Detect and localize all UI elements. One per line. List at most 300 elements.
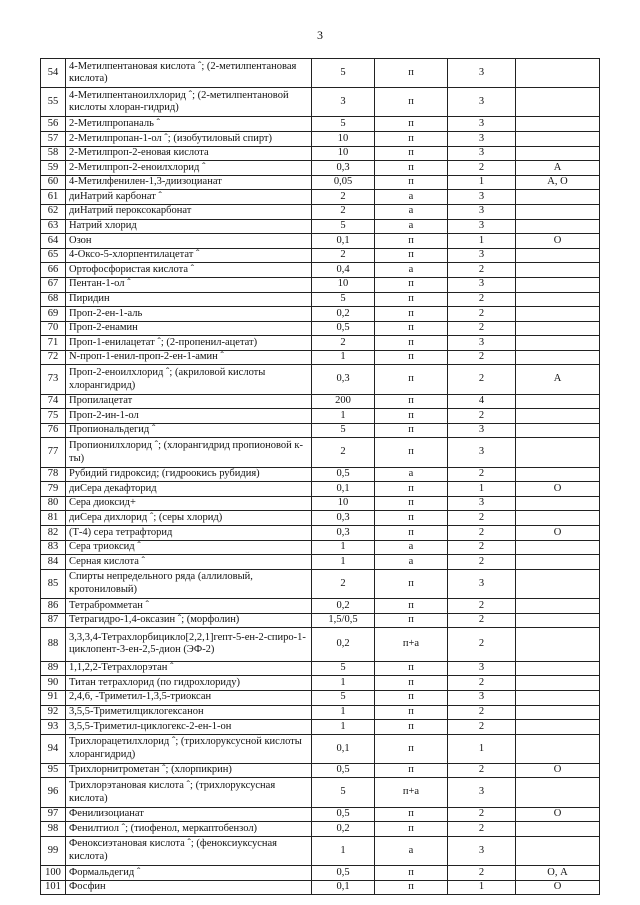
hazard-class: 3	[448, 146, 516, 161]
aggregate-state: а	[375, 540, 448, 555]
row-number: 81	[41, 511, 66, 526]
page-number: 3	[317, 28, 323, 42]
aggregate-state: п+а	[375, 628, 448, 662]
hazard-class: 1	[448, 482, 516, 497]
substance-name: Проп-2-еноилхлорид ˆ; (акриловой кислоты хлорангидрид)	[66, 365, 312, 394]
limit-value: 0,5	[312, 763, 375, 778]
limit-value: 5	[312, 219, 375, 234]
table-row	[41, 836, 600, 865]
hazard-class: 3	[448, 778, 516, 807]
substance-name: 2-Метилпропаналь ˆ	[66, 117, 312, 132]
table-row	[41, 822, 600, 837]
note	[516, 690, 600, 705]
row-number: 98	[41, 822, 66, 837]
aggregate-state: а	[375, 467, 448, 482]
hazard-class: 2	[448, 365, 516, 394]
note: О	[516, 763, 600, 778]
note	[516, 511, 600, 526]
note	[516, 628, 600, 662]
note	[516, 661, 600, 676]
note	[516, 778, 600, 807]
table-row	[41, 88, 600, 117]
hazard-class: 3	[448, 336, 516, 351]
limit-value: 5	[312, 690, 375, 705]
table-row	[41, 263, 600, 278]
row-number: 95	[41, 763, 66, 778]
table-row	[41, 880, 600, 895]
substance-name: 3,5,5-Триметил-циклогекс-2-ен-1-он	[66, 720, 312, 735]
substance-name: диНатрий пероксокарбонат	[66, 204, 312, 219]
row-number: 83	[41, 540, 66, 555]
substance-name: 2-Метилпропан-1-ол ˆ; (изобутиловый спирт)	[66, 131, 312, 146]
table-row	[41, 496, 600, 511]
limit-value: 2	[312, 336, 375, 351]
row-number: 84	[41, 555, 66, 570]
substance-name: Пиридин	[66, 292, 312, 307]
limit-value: 5	[312, 292, 375, 307]
hazard-class: 2	[448, 807, 516, 822]
table-row	[41, 778, 600, 807]
limit-value: 5	[312, 423, 375, 438]
table-row	[41, 467, 600, 482]
table-row	[41, 569, 600, 598]
limit-value: 0,4	[312, 263, 375, 278]
aggregate-state: п	[375, 880, 448, 895]
substance-name: (Т-4) сера тетрафторид	[66, 526, 312, 541]
note	[516, 307, 600, 322]
row-number: 64	[41, 234, 66, 249]
aggregate-state: п	[375, 526, 448, 541]
row-number: 66	[41, 263, 66, 278]
row-number: 69	[41, 307, 66, 322]
hazard-class: 2	[448, 822, 516, 837]
note	[516, 219, 600, 234]
aggregate-state: п	[375, 496, 448, 511]
table-row	[41, 482, 600, 497]
note	[516, 248, 600, 263]
note: О	[516, 482, 600, 497]
note	[516, 292, 600, 307]
row-number: 78	[41, 467, 66, 482]
row-number: 65	[41, 248, 66, 263]
table-row	[41, 555, 600, 570]
row-number: 86	[41, 598, 66, 613]
table-row	[41, 131, 600, 146]
note	[516, 467, 600, 482]
hazard-class: 3	[448, 836, 516, 865]
row-number: 72	[41, 350, 66, 365]
note	[516, 117, 600, 132]
limit-value: 5	[312, 59, 375, 88]
hazard-class: 2	[448, 598, 516, 613]
row-number: 60	[41, 175, 66, 190]
note	[516, 555, 600, 570]
aggregate-state: п	[375, 131, 448, 146]
aggregate-state: п	[375, 866, 448, 881]
row-number: 88	[41, 628, 66, 662]
hazard-class: 2	[448, 161, 516, 176]
table-row	[41, 394, 600, 409]
row-number: 67	[41, 277, 66, 292]
substance-name: диСера декафторид	[66, 482, 312, 497]
note	[516, 59, 600, 88]
table-row	[41, 277, 600, 292]
limit-value: 10	[312, 277, 375, 292]
hazard-class: 2	[448, 263, 516, 278]
table-row	[41, 409, 600, 424]
substance-name: Трихлорацетилхлорид ˆ; (трихлоруксусной кислоты хлорангидрид)	[66, 734, 312, 763]
limit-value: 0,3	[312, 161, 375, 176]
limit-value: 0,2	[312, 307, 375, 322]
table-body	[41, 59, 600, 895]
row-number: 57	[41, 131, 66, 146]
note	[516, 409, 600, 424]
aggregate-state: а	[375, 263, 448, 278]
substance-name: 3,3,3,4-Тетрахлорбицикло[2,2,1]гепт-5-ен-2-спиро-1-циклопент-3-ен-2,5-дион (ЭФ-2)	[66, 628, 312, 662]
limit-value: 2	[312, 438, 375, 467]
aggregate-state: п	[375, 690, 448, 705]
row-number: 70	[41, 321, 66, 336]
row-number: 56	[41, 117, 66, 132]
limit-value: 0,3	[312, 365, 375, 394]
table-row	[41, 526, 600, 541]
hazard-class: 2	[448, 307, 516, 322]
limit-value: 5	[312, 117, 375, 132]
table-row	[41, 350, 600, 365]
hazard-class: 3	[448, 248, 516, 263]
aggregate-state: а	[375, 555, 448, 570]
limit-value: 1	[312, 350, 375, 365]
note: О	[516, 234, 600, 249]
hazard-class: 3	[448, 438, 516, 467]
row-number: 63	[41, 219, 66, 234]
substance-name: Озон	[66, 234, 312, 249]
limit-value: 0,1	[312, 880, 375, 895]
table-row	[41, 763, 600, 778]
row-number: 89	[41, 661, 66, 676]
row-number: 61	[41, 190, 66, 205]
substance-name: Титан тетрахлорид (по гидрохлориду)	[66, 676, 312, 691]
substance-name: 4-Метилпентановая кислота ˆ; (2-метилпентановая кислота)	[66, 59, 312, 88]
aggregate-state: п	[375, 248, 448, 263]
aggregate-state: а	[375, 190, 448, 205]
aggregate-state: п	[375, 511, 448, 526]
row-number: 87	[41, 613, 66, 628]
row-number: 62	[41, 204, 66, 219]
limit-value: 1	[312, 720, 375, 735]
aggregate-state: п	[375, 613, 448, 628]
limit-value: 5	[312, 661, 375, 676]
limit-value: 10	[312, 146, 375, 161]
hazard-class: 2	[448, 526, 516, 541]
note	[516, 146, 600, 161]
note	[516, 720, 600, 735]
aggregate-state: п	[375, 292, 448, 307]
aggregate-state: п	[375, 88, 448, 117]
note	[516, 277, 600, 292]
substance-name: Ортофосфористая кислота ˆ	[66, 263, 312, 278]
substance-name: Пропионилхлорид ˆ; (хлорангидрид пропионовой к-ты)	[66, 438, 312, 467]
note	[516, 350, 600, 365]
table-row	[41, 734, 600, 763]
aggregate-state: а	[375, 219, 448, 234]
table-row	[41, 161, 600, 176]
limit-value: 0,5	[312, 321, 375, 336]
row-number: 68	[41, 292, 66, 307]
hazard-class: 2	[448, 467, 516, 482]
aggregate-state: п	[375, 720, 448, 735]
row-number: 82	[41, 526, 66, 541]
table-row	[41, 598, 600, 613]
table-row	[41, 321, 600, 336]
aggregate-state: п	[375, 409, 448, 424]
note	[516, 321, 600, 336]
hazard-class: 3	[448, 131, 516, 146]
substance-name: Проп-2-ен-1-аль	[66, 307, 312, 322]
aggregate-state: п	[375, 394, 448, 409]
substance-name: Трихлорэтановая кислота ˆ; (трихлоруксусная кислота)	[66, 778, 312, 807]
substance-name: 4-Оксо-5-хлорпентилацетат ˆ	[66, 248, 312, 263]
row-number: 74	[41, 394, 66, 409]
table-row	[41, 661, 600, 676]
note	[516, 822, 600, 837]
substance-name: Проп-2-енамин	[66, 321, 312, 336]
aggregate-state: п	[375, 763, 448, 778]
row-number: 54	[41, 59, 66, 88]
note	[516, 336, 600, 351]
limit-value: 2	[312, 190, 375, 205]
hazard-class: 3	[448, 219, 516, 234]
table-row	[41, 613, 600, 628]
aggregate-state: п	[375, 234, 448, 249]
aggregate-state: п	[375, 734, 448, 763]
note: О	[516, 807, 600, 822]
row-number: 101	[41, 880, 66, 895]
note	[516, 423, 600, 438]
substance-name: 2-Метилпроп-2-еноилхлорид ˆ	[66, 161, 312, 176]
row-number: 96	[41, 778, 66, 807]
limit-value: 0,05	[312, 175, 375, 190]
row-number: 94	[41, 734, 66, 763]
substance-name: Проп-2-ин-1-ол	[66, 409, 312, 424]
aggregate-state: п	[375, 807, 448, 822]
limit-value: 0,2	[312, 822, 375, 837]
table-row	[41, 705, 600, 720]
limit-value: 2	[312, 204, 375, 219]
table-row	[41, 190, 600, 205]
substance-name: Фосфин	[66, 880, 312, 895]
substance-name: Тетрабромметан ˆ	[66, 598, 312, 613]
row-number: 80	[41, 496, 66, 511]
hazard-class: 2	[448, 866, 516, 881]
hazard-class: 3	[448, 88, 516, 117]
hazard-class: 3	[448, 569, 516, 598]
note	[516, 438, 600, 467]
substance-name: Феноксиэтановая кислота ˆ; (феноксиуксусная кислота)	[66, 836, 312, 865]
aggregate-state: п	[375, 569, 448, 598]
hazard-class: 3	[448, 277, 516, 292]
hazard-class: 2	[448, 540, 516, 555]
limit-value: 10	[312, 496, 375, 511]
aggregate-state: п	[375, 598, 448, 613]
aggregate-state: п	[375, 661, 448, 676]
note	[516, 263, 600, 278]
row-number: 91	[41, 690, 66, 705]
limit-value: 0,1	[312, 734, 375, 763]
substances-table	[40, 58, 600, 895]
limit-value: 1	[312, 676, 375, 691]
limit-value: 0,5	[312, 807, 375, 822]
note	[516, 190, 600, 205]
limit-value: 2	[312, 248, 375, 263]
row-number: 99	[41, 836, 66, 865]
hazard-class: 2	[448, 350, 516, 365]
hazard-class: 3	[448, 661, 516, 676]
row-number: 73	[41, 365, 66, 394]
table-row	[41, 234, 600, 249]
substance-name: Тетрагидро-1,4-оксазин ˆ; (морфолин)	[66, 613, 312, 628]
table-row	[41, 117, 600, 132]
substance-name: Фенилизоцианат	[66, 807, 312, 822]
aggregate-state: п	[375, 146, 448, 161]
table-row	[41, 676, 600, 691]
limit-value: 0,1	[312, 482, 375, 497]
substance-name: Сера диоксид+	[66, 496, 312, 511]
substance-name: Серная кислота ˆ	[66, 555, 312, 570]
row-number: 93	[41, 720, 66, 735]
hazard-class: 2	[448, 763, 516, 778]
table-row	[41, 219, 600, 234]
substance-name: 2,4,6, -Триметил-1,3,5-триоксан	[66, 690, 312, 705]
aggregate-state: п	[375, 438, 448, 467]
limit-value: 1	[312, 555, 375, 570]
note	[516, 734, 600, 763]
table-row	[41, 807, 600, 822]
note	[516, 676, 600, 691]
hazard-class: 3	[448, 423, 516, 438]
aggregate-state: п	[375, 175, 448, 190]
aggregate-state: п	[375, 822, 448, 837]
hazard-class: 2	[448, 292, 516, 307]
hazard-class: 1	[448, 880, 516, 895]
row-number: 76	[41, 423, 66, 438]
table-row	[41, 59, 600, 88]
hazard-class: 2	[448, 555, 516, 570]
limit-value: 1	[312, 409, 375, 424]
substance-name: N-проп-1-енил-проп-2-ен-1-амин ˆ	[66, 350, 312, 365]
table-row	[41, 307, 600, 322]
row-number: 77	[41, 438, 66, 467]
substance-name: Фенилтиол ˆ; (тиофенол, меркаптобензол)	[66, 822, 312, 837]
note	[516, 88, 600, 117]
table-row	[41, 204, 600, 219]
table-row	[41, 175, 600, 190]
note: А	[516, 365, 600, 394]
row-number: 55	[41, 88, 66, 117]
table-row	[41, 248, 600, 263]
hazard-class: 2	[448, 676, 516, 691]
substance-name: Проп-1-енилацетат ˆ; (2-пропенил-ацетат)	[66, 336, 312, 351]
aggregate-state: п	[375, 482, 448, 497]
hazard-class: 1	[448, 734, 516, 763]
aggregate-state: п	[375, 161, 448, 176]
table-row	[41, 628, 600, 662]
table-row	[41, 292, 600, 307]
limit-value: 10	[312, 131, 375, 146]
substance-name: Сера триоксид ˆ	[66, 540, 312, 555]
limit-value: 5	[312, 778, 375, 807]
limit-value: 0,3	[312, 526, 375, 541]
row-number: 59	[41, 161, 66, 176]
hazard-class: 3	[448, 690, 516, 705]
note: О	[516, 880, 600, 895]
note	[516, 836, 600, 865]
note	[516, 705, 600, 720]
substance-name: 4-Метилфенилен-1,3-диизоцианат	[66, 175, 312, 190]
substance-name: диСера дихлорид ˆ; (серы хлорид)	[66, 511, 312, 526]
substance-name: 1,1,2,2-Тетрахлорэтан ˆ	[66, 661, 312, 676]
note	[516, 394, 600, 409]
hazard-class: 4	[448, 394, 516, 409]
substance-name: 2-Метилпроп-2-еновая кислота	[66, 146, 312, 161]
table-row	[41, 866, 600, 881]
note	[516, 598, 600, 613]
aggregate-state: п	[375, 350, 448, 365]
aggregate-state: п	[375, 59, 448, 88]
note: А, О	[516, 175, 600, 190]
aggregate-state: а	[375, 204, 448, 219]
limit-value: 1	[312, 705, 375, 720]
substance-name: Пропилацетат	[66, 394, 312, 409]
hazard-class: 2	[448, 628, 516, 662]
note: А	[516, 161, 600, 176]
hazard-class: 2	[448, 613, 516, 628]
row-number: 100	[41, 866, 66, 881]
table-row	[41, 146, 600, 161]
table-row	[41, 540, 600, 555]
table-row	[41, 336, 600, 351]
table-row	[41, 511, 600, 526]
limit-value: 2	[312, 569, 375, 598]
hazard-class: 3	[448, 59, 516, 88]
aggregate-state: а	[375, 836, 448, 865]
row-number: 90	[41, 676, 66, 691]
table-row	[41, 438, 600, 467]
substance-name: Пропиональдегид ˆ	[66, 423, 312, 438]
limit-value: 0,5	[312, 866, 375, 881]
row-number: 92	[41, 705, 66, 720]
aggregate-state: п+а	[375, 778, 448, 807]
hazard-class: 2	[448, 321, 516, 336]
table-row	[41, 690, 600, 705]
aggregate-state: п	[375, 117, 448, 132]
note	[516, 613, 600, 628]
hazard-class: 2	[448, 720, 516, 735]
hazard-class: 2	[448, 409, 516, 424]
limit-value: 0,5	[312, 467, 375, 482]
hazard-class: 2	[448, 511, 516, 526]
note: О	[516, 526, 600, 541]
note	[516, 204, 600, 219]
note	[516, 131, 600, 146]
limit-value: 0,2	[312, 628, 375, 662]
note	[516, 496, 600, 511]
note	[516, 569, 600, 598]
table-row	[41, 720, 600, 735]
row-number: 75	[41, 409, 66, 424]
hazard-class: 3	[448, 190, 516, 205]
row-number: 85	[41, 569, 66, 598]
